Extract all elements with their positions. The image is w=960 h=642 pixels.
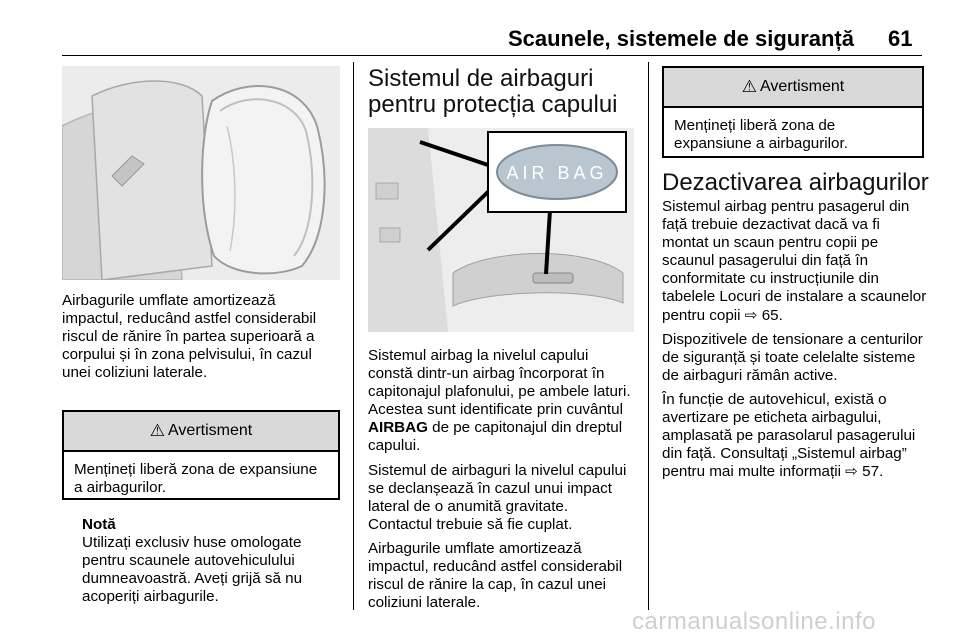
page-ref-link[interactable]: 65 — [761, 306, 779, 324]
col2-paragraph-1: Sistemul airbag la nivelul capului constă dintr-un airbag încorporat în capitonajul plafonului, pe ambele laturi. Acestea sunt identificate prin cuvântul AIRBAG de pe capitonajul din dreptul capului. — [368, 347, 631, 455]
col3-paragraph-2: Dispozitivele de tensionare a centurilor de siguranță și toate celelalte sisteme de airbaguri rămân active. — [662, 330, 923, 384]
seat-airbag-illustration — [62, 66, 340, 280]
column-divider-2 — [648, 62, 649, 610]
warning-triangle-icon: ⚠ — [149, 421, 166, 440]
airbag-badge-text: AIR BAG — [506, 163, 608, 183]
watermark: carmanualsonline.info — [632, 608, 876, 635]
warning-header — [664, 68, 922, 108]
roof-airbag-illustration — [368, 128, 634, 332]
warning-title: Avertisment — [168, 422, 253, 439]
warning-text: Mențineți liberă zona de expansiune a airbagurilor. — [74, 461, 318, 497]
page-header — [0, 0, 960, 62]
note-block — [82, 516, 340, 606]
airbag-keyword: AIRBAG — [368, 419, 428, 437]
header-rule — [62, 55, 922, 56]
note-text: Utilizați exclusiv huse omologate pentru scaunele autovehiculului dumneavoastră. Aveți grijă să nu acoperiți airbagurile. — [82, 534, 303, 606]
section-title-head-airbag: Sistemul de airbaguri pentru protecția capului — [368, 65, 618, 118]
warning-text: Mențineți liberă zona de expansiune a airbagurilor. — [674, 117, 848, 153]
page-number: 61 — [888, 26, 913, 51]
page-ref-link[interactable]: 57 — [862, 463, 880, 481]
warning-box-2 — [662, 66, 924, 158]
col2-paragraph-2: Sistemul de airbaguri la nivelul capului se declanșează în cazul unui impact lateral de o anumită gravitate. Contactul trebuie să fie cuplat. — [368, 461, 627, 533]
column-divider-1 — [353, 62, 354, 610]
col2-paragraph-3: Airbagurile umflate amortizează impactul, reducând astfel considerabil riscul de rănire la cap, în cazul unei coliziuni laterale. — [368, 539, 623, 612]
header-title: Scaunele, sistemele de siguranță — [507, 26, 854, 51]
warning-triangle-icon: ⚠ — [741, 77, 758, 96]
col2-text — [368, 347, 634, 612]
col1-text — [62, 292, 340, 382]
col3-paragraph-3: În funcție de autovehicul, există o avertizare pe eticheta airbagului, amplasată pe parasolarul pasagerului din față. Consultați „Sistemul airbag” pentru mai multe informații ⇨ 57. — [662, 390, 916, 481]
note-title: Notă — [82, 516, 116, 533]
page-ref-arrow-icon: ⇨ — [744, 306, 758, 324]
warning-header — [64, 412, 338, 452]
page-ref-arrow-icon: ⇨ — [845, 463, 858, 481]
col3-paragraph-1: Sistemul airbag pentru pasagerul din față trebuie dezactivat dacă va fi montat un scaun pentru copii pe scaunul pasagerului din față în conformitate cu instrucțiunile din tabelele Locuri de instalare a scaunelor pentru copii ⇨ 65. — [662, 198, 927, 324]
col3-text — [662, 198, 928, 481]
warning-box-1 — [62, 410, 340, 500]
col1-paragraph: Airbagurile umflate amortizează impactul, reducând astfel considerabil riscul de rănire în partea superioară a corpului și în zona pelvisului, în cazul unei coliziuni laterale. — [62, 292, 317, 382]
section-title-deactivate: Dezactivarea airbagurilor — [662, 169, 929, 196]
warning-title: Avertisment — [760, 78, 845, 95]
